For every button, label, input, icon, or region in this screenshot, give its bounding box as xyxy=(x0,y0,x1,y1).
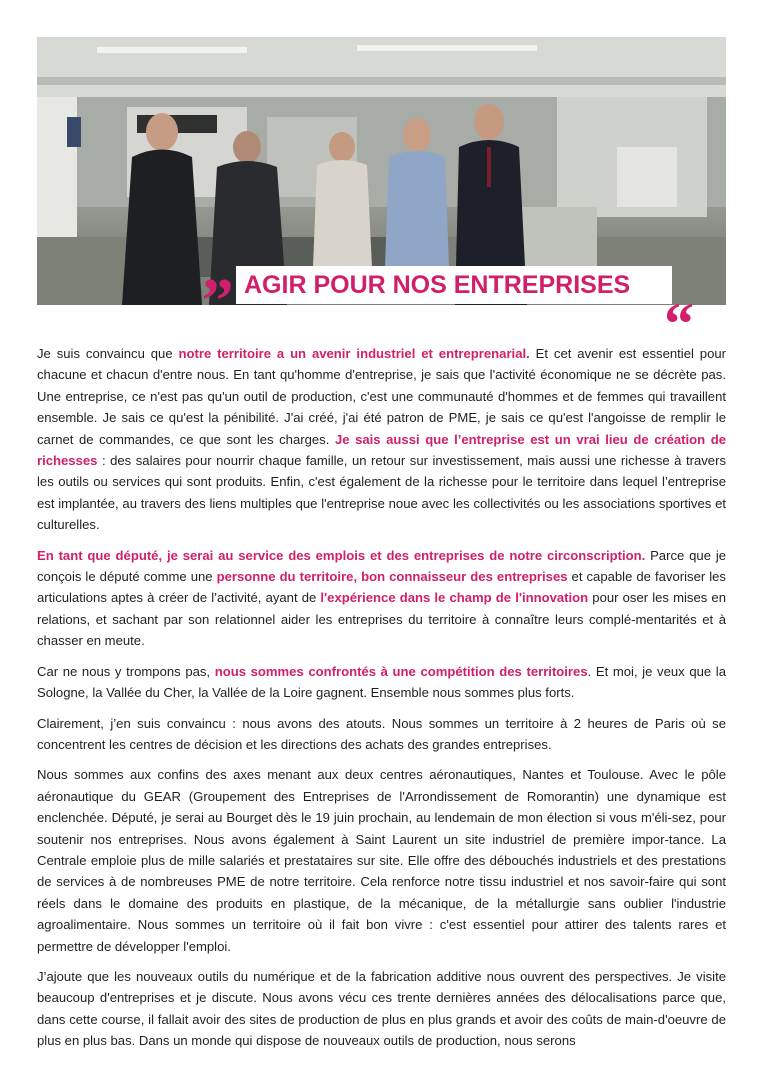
factory-photo xyxy=(37,37,726,305)
paragraph-3 xyxy=(37,661,726,704)
body-text: : des salaires pour nourrir chaque famille, un retour sur investissement, mais aussi une richesse à travers les outils ou services qui sont produits. Enfin, c'est également de la richesse pour le territoire dans lequel l’entreprise est implantée, au travers des liens multiples que l'entreprise noue avec les collectivités ou les associations sportives et culturelles. xyxy=(37,453,726,533)
highlight-text: l'expérience dans le champ de l'innovation xyxy=(320,590,589,606)
factory-photo-illustration xyxy=(37,37,726,305)
body-text: J’ajoute que les nouveaux outils du numérique et de la fabrication additive nous ouvrent des perspectives. Je visite beaucoup d'entreprises et je discute. Nous avons vécu ces trente dernières années des délocalisations parce que, dans cette course, il fallait avoir des sites de production de plus en plus grands et avoir des coûts de main-d'oeuvre de plus en plus bas. Dans un monde qui dispose de nouveaux outils de production, nous serons xyxy=(37,968,726,1049)
open-quote-mark: „ xyxy=(202,232,234,303)
article-body xyxy=(37,343,726,1061)
highlight-text: Je sais aussi que l’entreprise est un vrai lieu de création de richesses xyxy=(37,431,726,469)
body-text: Nous sommes aux confins des axes menant aux deux centres aéronautiques, Nantes et Toulouse. Avec le pôle aéronautique du GEAR (Groupement des Entreprises de l'Arrondissement de Romorantin) une dynamique est enclenchée. Député, je serai au Bourget dès le 19 juin prochain, au lendemain de mon élection si vous m'éli-sez, pour soutenir nos entreprises. Nous avons également à Saint Laurent un site industriel de première impor-tance. La Centrale emploie plus de mille salariés et prestataires sur site. Elle offre des débouchés industriels et des prestations de services à de nombreuses PME de notre territoire. Cela renforce notre tissu industriel et nos savoir-faire qui sont réels dans le domaine des produits en plastique, de la mécanique, de la métallurgie sans oublier l'industrie agroalimentaire. Nous sommes un territoire où il fait bon vivre : c'est essentiel pour attirer des talents rares et permettre de développer l'emploi. xyxy=(37,767,726,954)
body-text: Parce que je conçois le député comme une xyxy=(37,547,727,585)
paragraph-4 xyxy=(37,713,726,756)
highlight-text: nous sommes confrontés à une compétition des territoires xyxy=(214,663,588,679)
body-text: Car ne nous y trompons pas, xyxy=(37,663,215,679)
paragraph-1 xyxy=(37,343,726,536)
body-text: . Et moi, je veux que la Sologne, la Vallée du Cher, la Vallée de la Loire gagnent. Ensemble nous sommes plus forts. xyxy=(37,663,726,701)
body-text: Clairement, j’en suis convaincu : nous avons des atouts. Nous sommes un territoire à 2 heures de Paris où se concentrent les centres de décision et les directions des achats des grandes entreprises. xyxy=(37,715,726,752)
paragraph-2 xyxy=(37,545,726,652)
highlight-text: En tant que député, je serai au service des emplois et des entreprises de notre circonscription. xyxy=(37,547,646,563)
close-quote-mark: “ xyxy=(664,291,694,357)
section-heading: AGIR POUR NOS ENTREPRISES xyxy=(244,271,631,299)
paragraph-6 xyxy=(37,966,726,1052)
body-text: pour oser les mises en relations, et sachant par son relationnel aider les entreprises du territoire à connaître leurs complé-mentarités et à chasser en meute. xyxy=(37,590,726,649)
paragraph-5 xyxy=(37,764,726,957)
highlight-text: notre territoire a un avenir industriel et entreprenarial. xyxy=(178,346,530,361)
body-text: et capable de favoriser les articulations aptes à créer de l’activité, ayant de xyxy=(37,569,726,606)
body-text: Et cet avenir est essentiel pour chacune et chacun d'entre nous. En tant qu'homme d'entreprise, je sais que l'activité économique ne se décrète pas. Une entreprise, ce n'est pas qu'un outil de production, c'est une communauté d'hommes et de femmes qui travaillent ensemble. Je sais ce qu'est la pénibilité. J'ai créé, j'ai été patron de PME, je sais ce qu'est l'angoisse de remplir le carnet de commandes, ce que sont les charges. xyxy=(37,346,726,447)
highlight-text: personne du territoire, bon connaisseur des entreprises xyxy=(216,569,568,585)
body-text: Je suis convaincu que xyxy=(37,346,179,361)
